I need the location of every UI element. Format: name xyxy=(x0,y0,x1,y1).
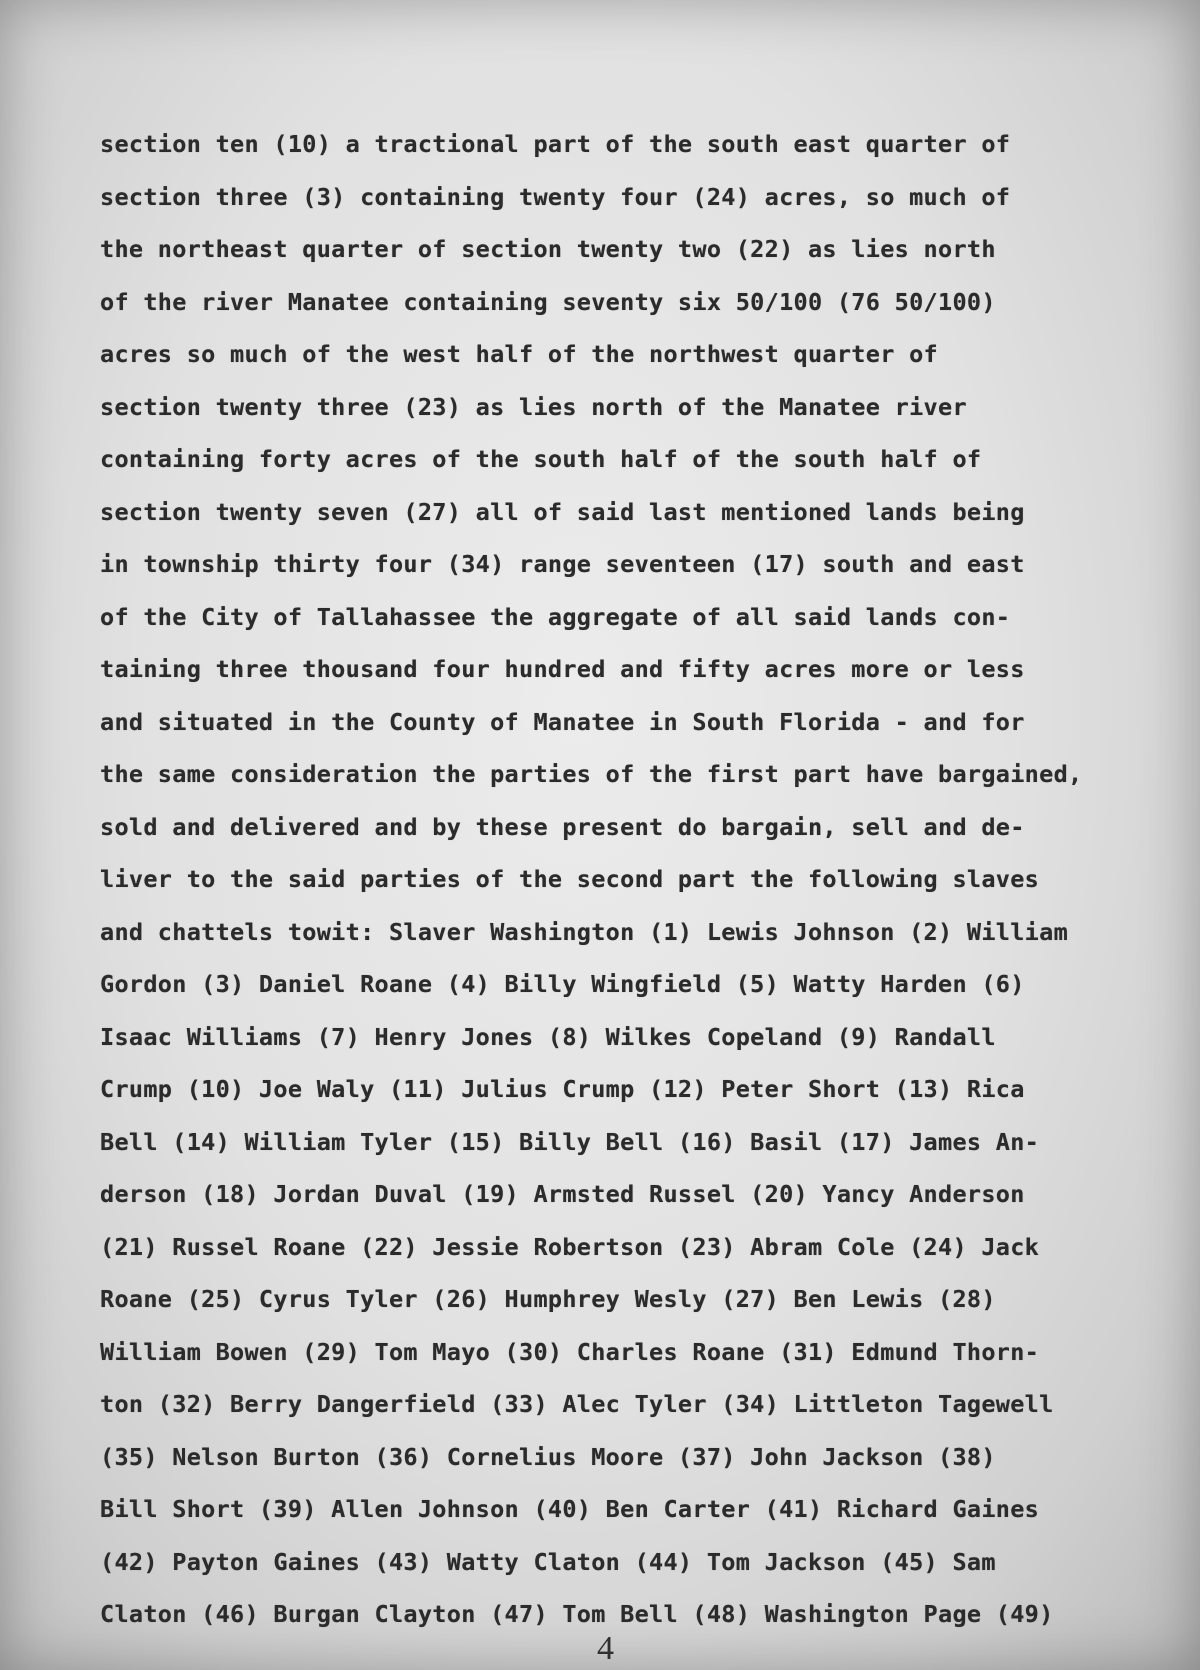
typed-text-block xyxy=(100,118,1160,1641)
text-line: (35) Nelson Burton (36) Cornelius Moore (37) John Jackson (38) xyxy=(100,1442,996,1471)
text-line: (21) Russel Roane (22) Jessie Robertson (23) Abram Cole (24) Jack xyxy=(100,1232,1040,1261)
text-line: derson (18) Jordan Duval (19) Armsted Russel (20) Yancy Anderson xyxy=(100,1180,1025,1208)
text-line: (42) Payton Gaines (43) Watty Claton (44) Tom Jackson (45) Sam xyxy=(100,1547,996,1576)
text-line: section ten (10) a tractional part of the south east quarter of xyxy=(100,130,1011,158)
text-line: containing forty acres of the south half of the south half of xyxy=(100,445,982,473)
text-line: Bill Short (39) Allen Johnson (40) Ben Carter (41) Richard Gaines xyxy=(100,1495,1040,1523)
text-line: Roane (25) Cyrus Tyler (26) Humphrey Wesly (27) Ben Lewis (28) xyxy=(100,1285,996,1313)
text-line: and situated in the County of Manatee in South Florida - and for xyxy=(100,707,1025,736)
text-line: Claton (46) Burgan Clayton (47) Tom Bell (48) Washington Page (49) xyxy=(100,1600,1054,1628)
text-line: of the City of Tallahassee the aggregate of all said lands con- xyxy=(100,602,1011,631)
text-line: Gordon (3) Daniel Roane (4) Billy Wingfield (5) Watty Harden (6) xyxy=(100,970,1025,998)
text-line: of the river Manatee containing seventy six 50/100 (76 50/100) xyxy=(100,287,996,316)
text-line: sold and delivered and by these present do bargain, sell and de- xyxy=(100,812,1025,841)
text-line: Bell (14) William Tyler (15) Billy Bell (16) Basil (17) James An- xyxy=(100,1127,1040,1156)
text-line: and chattels towit: Slaver Washington (1) Lewis Johnson (2) William xyxy=(100,917,1069,946)
text-line: taining three thousand four hundred and fifty acres more or less xyxy=(100,655,1025,683)
text-line: section twenty three (23) as lies north of the Manatee river xyxy=(100,392,967,421)
text-line: ton (32) Berry Dangerfield (33) Alec Tyler (34) Littleton Tagewell xyxy=(100,1390,1054,1418)
text-line: Isaac Williams (7) Henry Jones (8) Wilkes Copeland (9) Randall xyxy=(100,1022,996,1051)
text-line: section twenty seven (27) all of said last mentioned lands being xyxy=(100,497,1025,526)
text-line: section three (3) containing twenty four (24) acres, so much of xyxy=(100,182,1011,211)
text-line: the same consideration the parties of the first part have bargained, xyxy=(100,760,1083,788)
text-line: the northeast quarter of section twenty two (22) as lies north xyxy=(100,235,996,263)
text-line: William Bowen (29) Tom Mayo (30) Charles Roane (31) Edmund Thorn- xyxy=(100,1337,1040,1366)
text-line: Crump (10) Joe Waly (11) Julius Crump (12) Peter Short (13) Rica xyxy=(100,1075,1025,1103)
text-line: acres so much of the west half of the northwest quarter of xyxy=(100,340,938,368)
text-line: liver to the said parties of the second part the following slaves xyxy=(100,865,1040,893)
page-number: 4 xyxy=(597,1630,614,1667)
text-line: in township thirty four (34) range seventeen (17) south and east xyxy=(100,550,1025,578)
